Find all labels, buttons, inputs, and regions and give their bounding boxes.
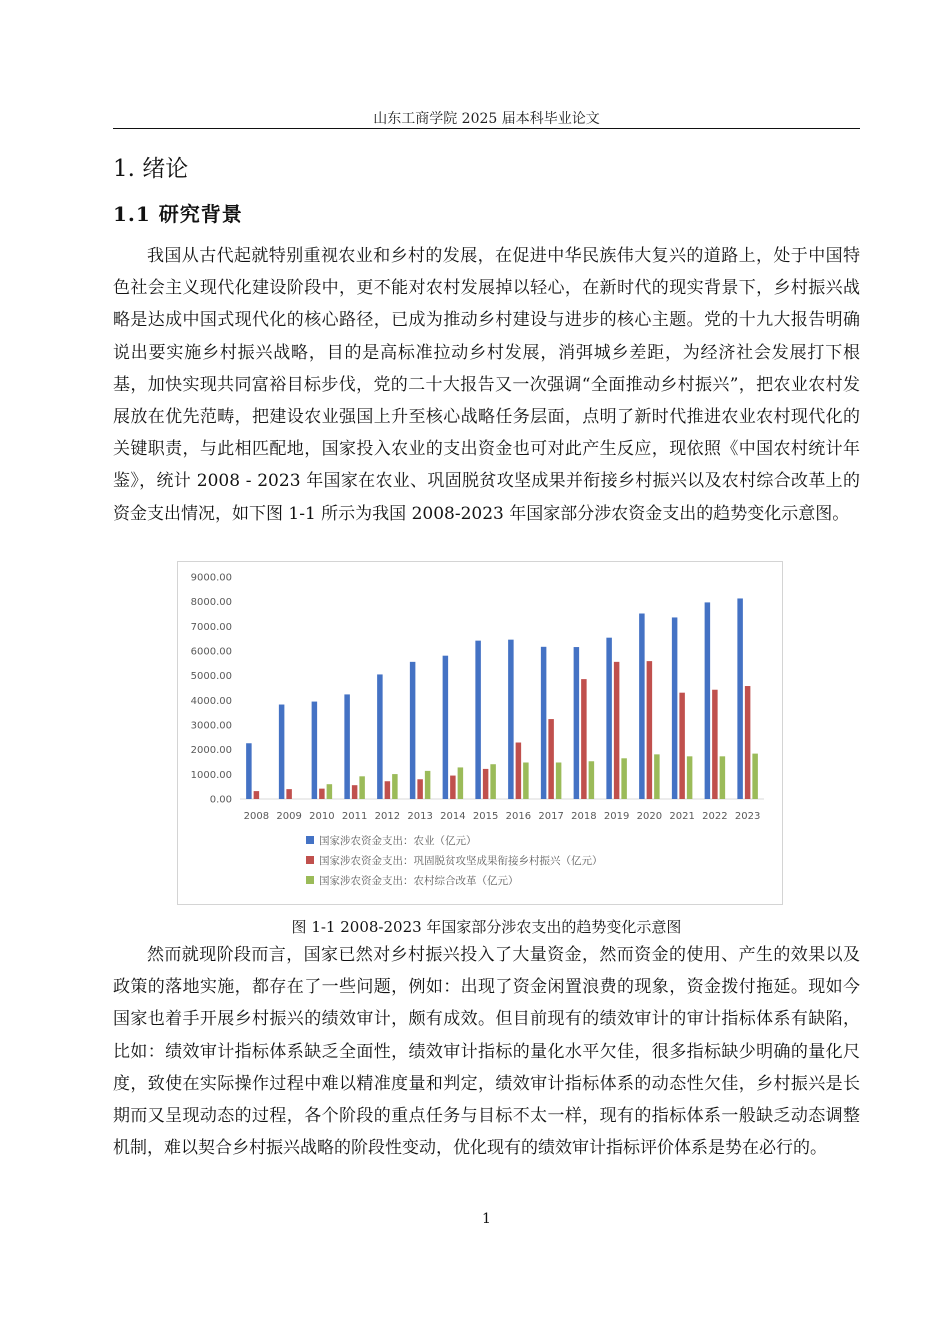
x-tick-label: 2016 [505, 811, 532, 822]
bar-series-3 [720, 756, 726, 799]
x-tick-label: 2022 [702, 811, 728, 822]
legend-swatch [306, 836, 314, 844]
bar-series-1 [606, 638, 612, 799]
bar-series-3 [490, 764, 496, 799]
bar-series-1 [279, 705, 285, 799]
x-tick-label: 2011 [341, 811, 368, 822]
bar-series-3 [458, 767, 464, 799]
x-tick-label: 2008 [243, 811, 270, 822]
bar-series-3 [425, 771, 431, 799]
bar-series-2 [385, 781, 391, 799]
bar-series-1 [443, 656, 449, 799]
x-tick-label: 2009 [276, 811, 302, 822]
bar-series-2 [319, 789, 325, 799]
page-number: 1 [482, 1211, 491, 1227]
bar-series-2 [712, 690, 718, 799]
bar-series-2 [483, 769, 489, 799]
bar-series-1 [344, 694, 350, 799]
running-header: 山东工商学院 2025 届本科毕业论文 [373, 111, 600, 127]
header-rule [113, 128, 860, 129]
bar-series-3 [359, 776, 365, 799]
x-tick-label: 2010 [309, 811, 335, 822]
y-tick-label: 8000.00 [190, 597, 232, 609]
bar-series-2 [548, 719, 554, 799]
bar-series-3 [556, 762, 562, 799]
bar-series-3 [589, 761, 595, 799]
bar-chart [177, 561, 783, 905]
bar-series-2 [352, 785, 358, 799]
bar-series-2 [254, 791, 260, 799]
bar-series-1 [541, 647, 547, 799]
y-tick-label: 1000.00 [190, 769, 232, 781]
x-tick-label: 2020 [636, 811, 663, 822]
bar-series-1 [377, 674, 383, 799]
bar-series-1 [508, 640, 514, 799]
bar-series-2 [679, 693, 685, 799]
bar-series-3 [523, 762, 529, 799]
x-tick-label: 2014 [440, 811, 466, 822]
bar-series-3 [654, 754, 660, 799]
body-paragraph-1: 我国从古代起就特别重视农业和乡村的发展，在促进中华民族伟大复兴的道路上，处于中国特色社会主义现代化建设阶段中，更不能对农村发展掉以轻心，在新时代的现实背景下，乡村振兴战略是达成中国式现代化的核心路径，已成为推动乡村建设与进步的核心主题。党的十九大报告明确说出要实施乡村振兴战略，目的是高标准拉动乡村发展，消弭城乡差距，为经济社会发展打下根基，加快实现共同富裕目标步伐，党的二十大报告又一次强调“全面推动乡村振兴”，把农业农村发展放在优先范畴，把建设农业强国上升至核心战略任务层面，点明了新时代推进农业农村现代化的关键职责，与此相匹配地，国家投入农业的支出资金也可对此产生反应，现依照《中国农村统计年鉴》，统计 2008 - 2023 年国家在农业、巩固脱贫攻坚成果并衔接乡村振兴以及农村综合改革上的资金支出情况，如下图 1-1 所示为我国 2008-2023 年国家部分涉农资金支出的趋势变化示意图。 [113, 246, 860, 524]
y-tick-label: 6000.00 [190, 646, 232, 658]
bar-series-2 [614, 662, 620, 799]
legend-entry: 国家涉农资金支出：农村综合改革（亿元） [319, 875, 519, 887]
chapter-title: 1. 绪论 [113, 156, 189, 182]
x-tick-label: 2023 [734, 811, 761, 822]
bar-series-2 [417, 779, 423, 799]
body-paragraph-2: 然而就现阶段而言，国家已然对乡村振兴投入了大量资金，然而资金的使用、产生的效果以及政策的落地实施，都存在了一些问题，例如：出现了资金闲置浪费的现象，资金拨付拖延。现如今国家也着手开展乡村振兴的绩效审计，颇有成效。但目前现有的绩效审计的审计指标体系有缺陷，比如：绩效审计指标体系缺乏全面性，绩效审计指标的量化水平欠佳，很多指标缺少明确的量化尺度，致使在实际操作过程中难以精准度量和判定，绩效审计指标体系的动态性欠佳，乡村振兴是长期而又呈现动态的过程，各个阶段的重点任务与目标不太一样，现有的指标体系一般缺乏动态调整机制，难以契合乡村振兴战略的阶段性变动，优化现有的绩效审计指标评价体系是势在必行的。 [113, 945, 860, 1159]
section-title: 1.1 研究背景 [113, 202, 243, 226]
x-tick-label: 2018 [571, 811, 597, 822]
y-tick-label: 9000.00 [190, 572, 232, 584]
x-tick-label: 2017 [538, 811, 564, 822]
x-tick-label: 2021 [669, 811, 695, 822]
y-tick-label: 0.00 [209, 794, 232, 806]
bar-series-3 [752, 754, 758, 799]
legend-swatch [306, 856, 314, 864]
y-tick-label: 3000.00 [190, 720, 232, 732]
legend-entry: 国家涉农资金支出：巩固脱贫攻坚成果衔接乡村振兴（亿元） [319, 855, 603, 867]
y-tick-label: 4000.00 [190, 695, 232, 707]
figure-caption: 图 1-1 2008-2023 年国家部分涉农支出的趋势变化示意图 [291, 918, 682, 936]
x-tick-label: 2013 [407, 811, 433, 822]
bar-series-1 [639, 614, 645, 799]
bar-series-1 [410, 662, 416, 799]
bar-series-1 [312, 702, 318, 799]
bar-series-2 [647, 661, 653, 799]
y-tick-label: 5000.00 [190, 671, 232, 683]
x-tick-label: 2019 [603, 811, 630, 822]
bar-series-1 [246, 743, 252, 799]
bar-series-1 [705, 602, 711, 799]
bar-series-3 [621, 758, 627, 799]
y-tick-label: 7000.00 [190, 621, 232, 633]
x-tick-label: 2012 [374, 811, 401, 822]
chart-canvas [178, 562, 784, 906]
bar-series-1 [475, 641, 481, 799]
x-tick-label: 2015 [472, 811, 499, 822]
bar-series-3 [392, 774, 398, 799]
bar-series-2 [516, 743, 522, 799]
bar-series-3 [687, 756, 693, 799]
bar-series-2 [581, 679, 587, 799]
bar-series-1 [672, 617, 678, 799]
legend-entry: 国家涉农资金支出：农业（亿元） [319, 835, 477, 847]
bar-series-3 [327, 784, 333, 799]
legend-swatch [306, 876, 314, 884]
bar-series-2 [450, 776, 456, 799]
bar-series-2 [745, 686, 751, 799]
y-tick-label: 2000.00 [190, 745, 232, 757]
bar-series-2 [286, 789, 292, 799]
bar-series-1 [737, 598, 743, 799]
bar-series-1 [574, 647, 580, 799]
